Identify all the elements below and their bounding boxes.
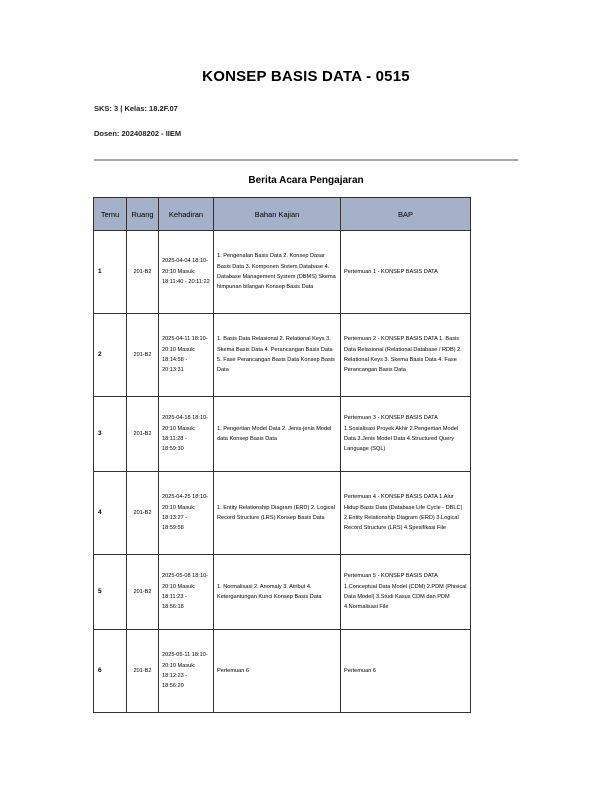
header-ruang: Ruang [127, 198, 159, 231]
cell-bahan-kajian: 1. Basis Data Relasional 2. Relational Keys 3. Skema Basis Data 4. Perancangan Basis Data 5. Fase Perancangan Basis Data Konsep Basis Data [214, 314, 341, 397]
cell-temu: 5 [94, 555, 127, 630]
table-header-row [94, 198, 471, 231]
section-title: Berita Acara Pengajaran [248, 175, 364, 186]
course-meta: SKS: 3 | Kelas: 18.2F.07 [94, 104, 178, 113]
cell-bahan-kajian: Pertemuan 6 [214, 630, 341, 713]
header-bap: BAP [341, 198, 471, 231]
table-row [94, 314, 471, 397]
cell-kehadiran: 2025-04-18 18:10-20:10 Masuk: 18:11:28 - 18:59:30 [159, 397, 214, 472]
table-row [94, 472, 471, 555]
document-title: KONSEP BASIS DATA - 0515 [202, 68, 410, 85]
cell-bap: Pertemuan 1 - KONSEP BASIS DATA [341, 231, 471, 314]
cell-bap: Pertemuan 6 [341, 630, 471, 713]
cell-temu: 3 [94, 397, 127, 472]
cell-bahan-kajian: 1. Entity Relationship Diagram (ERD) 2. Logical Record Structure (LRS) Konsep Basis Data [214, 472, 341, 555]
cell-bap: Pertemuan 5 - KONSEP BASIS DATA 1.Conceptual Data Model (CDM) 2.PDM (Phisical Data Model) 3.Studi Kasus CDM dan PDM 4.Normalisasi File [341, 555, 471, 630]
header-kehadiran: Kehadiran [159, 198, 214, 231]
cell-kehadiran: 2025-04-04 18:10-20:10 Masuk: 18:11:40 - 20:11:22 [159, 231, 214, 314]
cell-temu: 4 [94, 472, 127, 555]
cell-ruang: 201-B2 [127, 555, 159, 630]
cell-bahan-kajian: 1. Normalisasi 2. Anomaly 3. Atribut 4. Ketergantungan Kunci Konsep Basis Data [214, 555, 341, 630]
cell-ruang: 201-B2 [127, 472, 159, 555]
cell-bap: Pertemuan 3 - KONSEP BASIS DATA 1.Sosialisasi Proyek Akhir 2.Pengertian Model Data 3.Jenis Model Data 4.Structured Query Language (SQL) [341, 397, 471, 472]
cell-ruang: 201-B2 [127, 397, 159, 472]
table-row [94, 630, 471, 713]
header-temu: Temu [94, 198, 127, 231]
cell-kehadiran: 2025-04-11 18:10-20:10 Masuk: 18:14:58 - 20:13:31 [159, 314, 214, 397]
cell-bap: Pertemuan 4 - KONSEP BASIS DATA 1.Alur Hidup Basis Data (Database Life Cycle - DBLC) 2.Entity Relationship Diagram (ERD) 3.Logical Record Structure (LRS) 4.Spesifikasi File [341, 472, 471, 555]
table-row [94, 555, 471, 630]
teaching-record-table [93, 197, 471, 713]
table-row [94, 231, 471, 314]
table-row [94, 397, 471, 472]
divider [94, 159, 518, 161]
cell-kehadiran: 2025-05-11 18:10-20:10 Masuk: 18:12:23 - 18:56:20 [159, 630, 214, 713]
cell-bahan-kajian: 1. Pengertian Model Data 2. Jenis-jenis Model data Konsep Basis Data [214, 397, 341, 472]
cell-bap: Pertemuan 2 - KONSEP BASIS DATA 1. Basis Data Relasional (Relational Database / RDB) 2. Relational Keys 3. Skema Basis Data 4. Fase Perancangan Basis Data [341, 314, 471, 397]
cell-kehadiran: 2025-04-25 18:10-20:10 Masuk: 18:13:27 - 18:59:58 [159, 472, 214, 555]
cell-temu: 2 [94, 314, 127, 397]
cell-temu: 6 [94, 630, 127, 713]
lecturer-info: Dosen: 202408202 - IIEM [94, 129, 182, 138]
cell-ruang: 201-B2 [127, 231, 159, 314]
header-bahan-kajian: Bahan Kajian [214, 198, 341, 231]
cell-ruang: 201-B2 [127, 314, 159, 397]
cell-temu: 1 [94, 231, 127, 314]
cell-kehadiran: 2025-05-08 18:10-20:10 Masuk: 18:11:23 - 18:56:18 [159, 555, 214, 630]
cell-bahan-kajian: 1. Pengenalan Basis Data 2. Konsep Dasar Basis Data 3. Komponen Sistem Database 4. Database Management System (DBMS) Skema himpunan bilangan Konsep Basis Data [214, 231, 341, 314]
cell-ruang: 201-B2 [127, 630, 159, 713]
